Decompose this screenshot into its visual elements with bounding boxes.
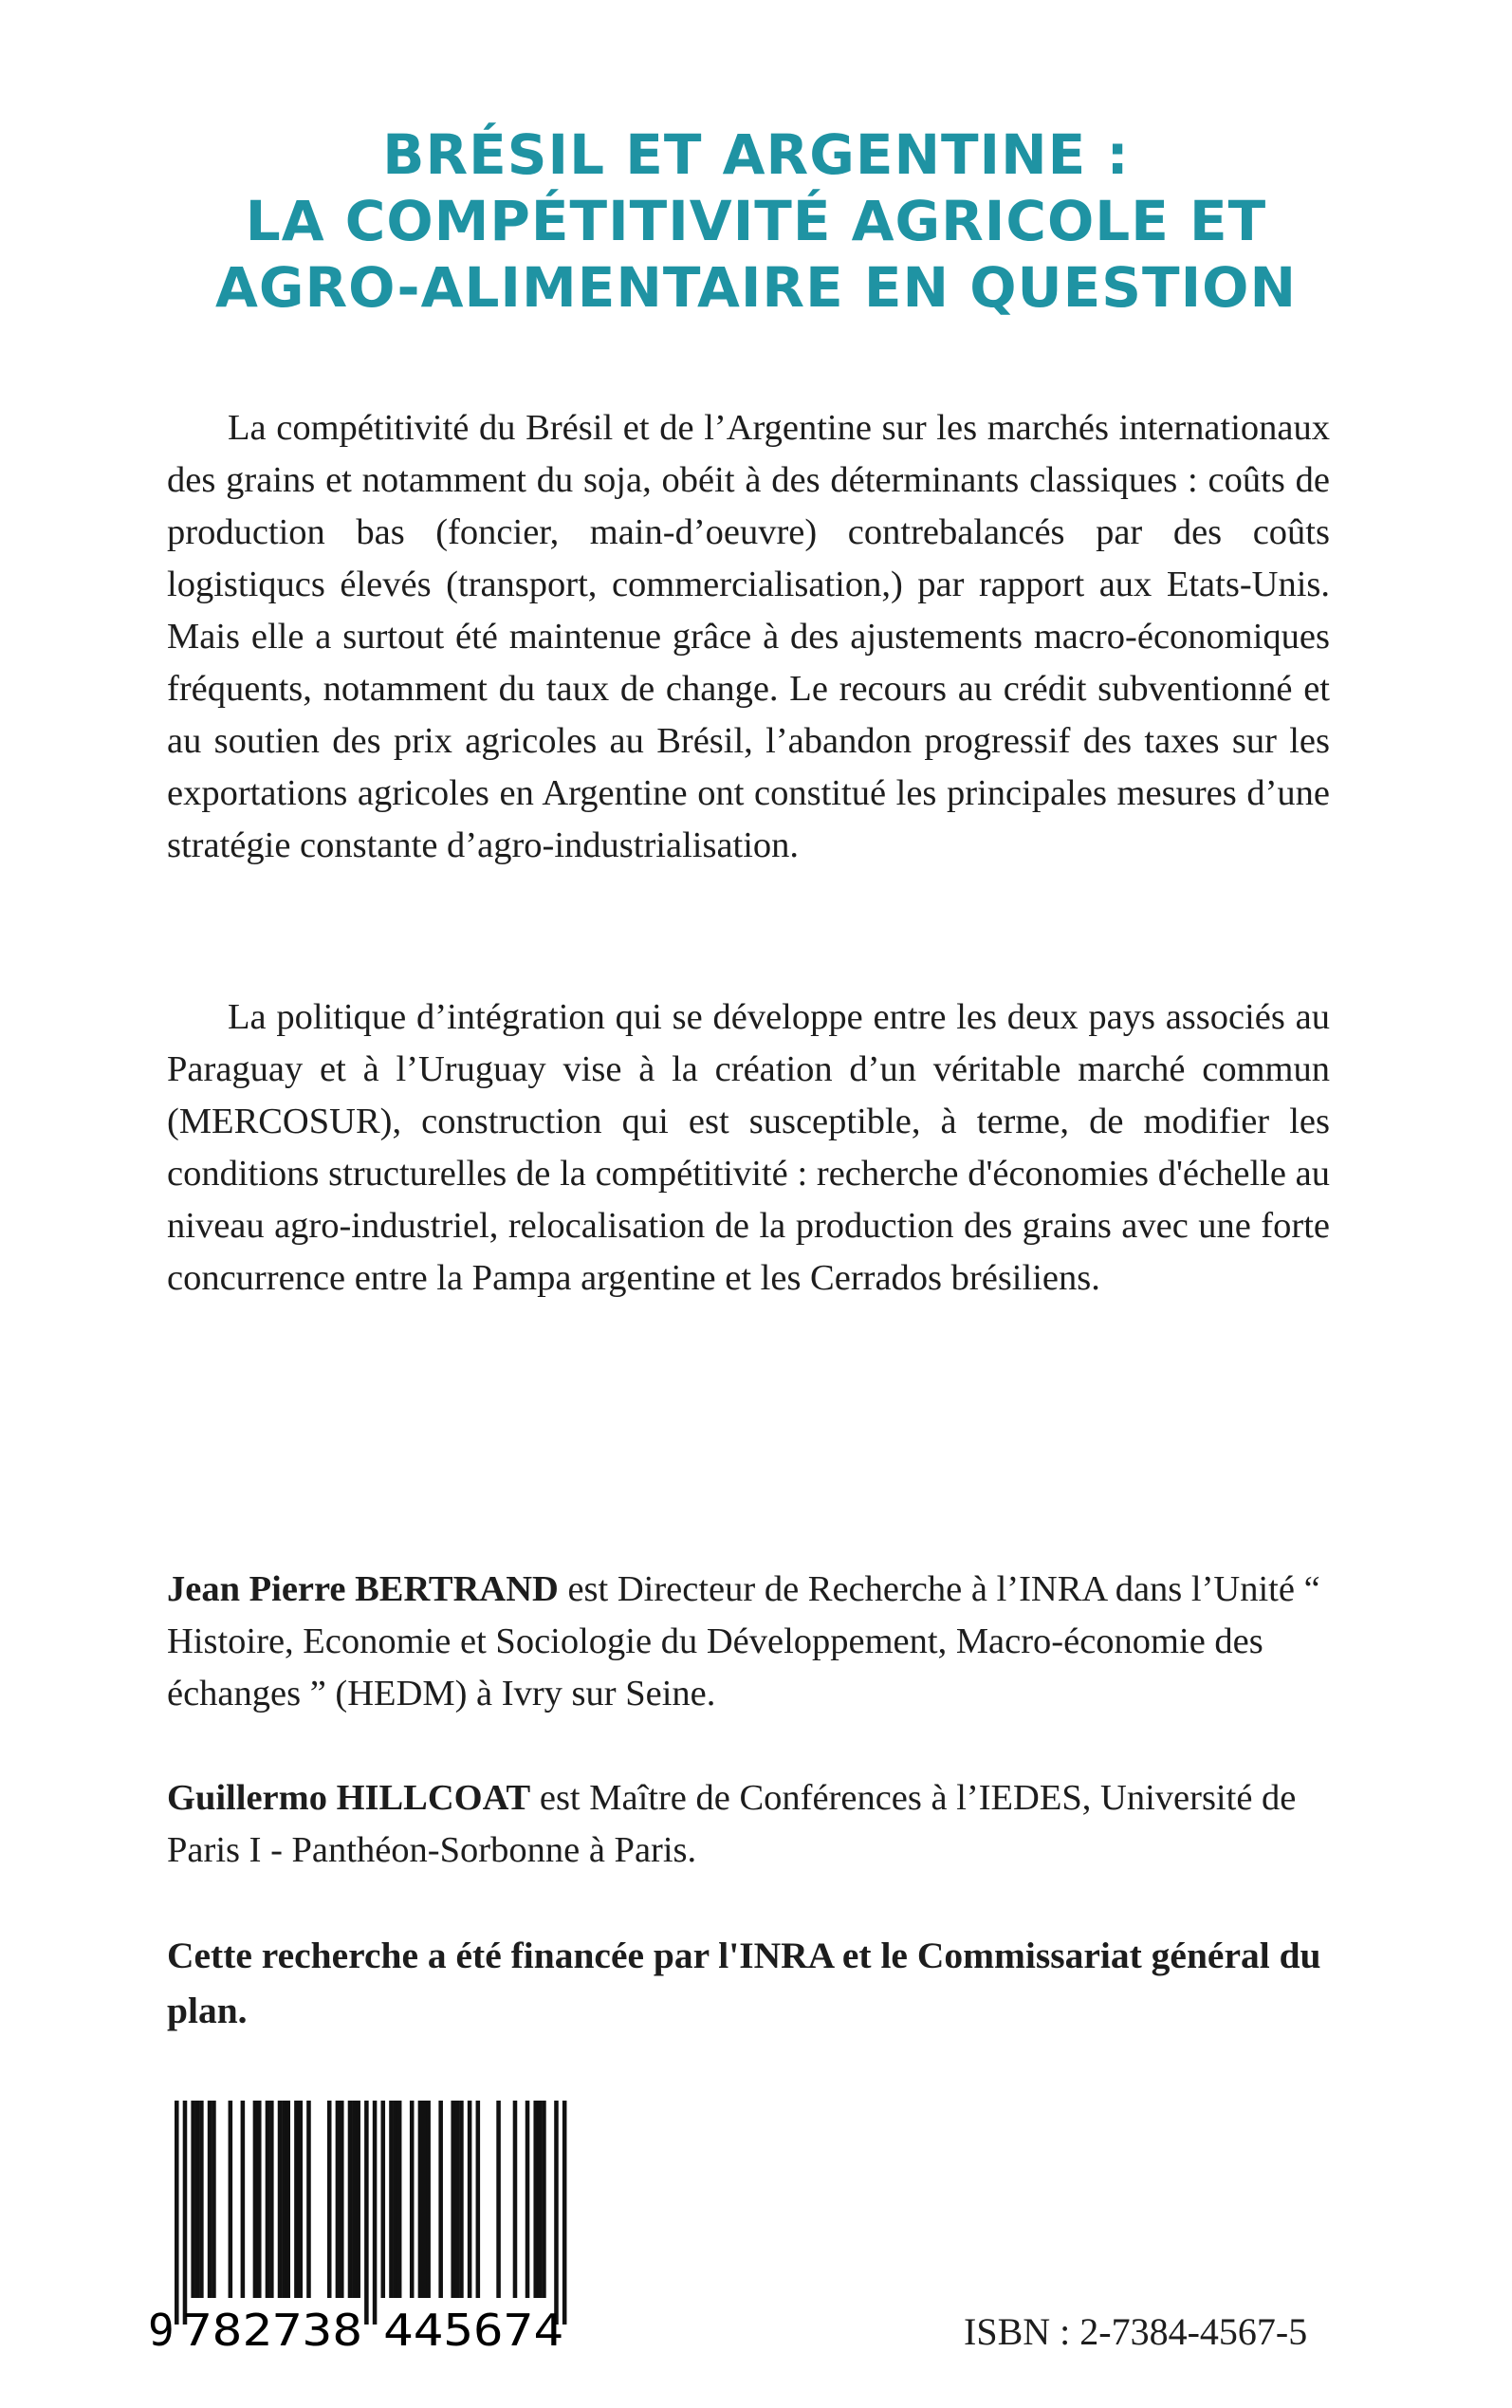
barcode-bar [286, 2101, 290, 2298]
barcode-guard-bar [183, 2101, 188, 2325]
barcode-bar [418, 2101, 423, 2298]
barcode-bar [191, 2101, 195, 2298]
barcode-bar [496, 2101, 501, 2298]
barcode-digits-left: 782738 [182, 2305, 362, 2352]
barcode-bar [459, 2101, 464, 2298]
barcode-bar [538, 2101, 543, 2298]
funding-note: Cette recherche a été financée par l'INRA et le Commissariat général du plan. [167, 1935, 1321, 2031]
barcode-guard-bar [562, 2101, 567, 2325]
author-bio-1 [167, 1564, 1330, 1720]
barcode-bar [468, 2101, 472, 2298]
barcode-bar [306, 2101, 311, 2298]
barcode-bar [356, 2101, 360, 2298]
isbn-barcode [140, 2101, 591, 2352]
author-description: est Maître de Conférences à l’IEDES, Université de Paris I - Panthéon-Sorbonne à Paris. [167, 1778, 1297, 1870]
barcode-bar [389, 2101, 394, 2298]
barcode-guard-bar [554, 2101, 559, 2325]
isbn-number: ISBN : 2-7384-4567-5 [964, 2310, 1308, 2353]
summary-paragraph-1: La compétitivité du Brésil et de l’Argentine sur les marchés internationaux des grains et notamment du soja, obéit à des déterminants classiques : coûts de production bas (foncier, main-d’oeuvre) contrebalancés par des coûts logistiqucs élevés (transport, commercialisation,) par rapport aux Etats-Unis. Mais elle a surtout été maintenue grâce à des ajustements macro-économiques fréquents, notamment du taux de change. Le recours au crédit subventionné et au soutien des prix agricoles au Brésil, l’abandon progressif des taxes sur les exportations agricoles en Argentine ont constitué les principales mesures d’une stratégie constante d’agro-industrialisation. [167, 408, 1330, 865]
barcode-bar [340, 2101, 344, 2298]
barcode-bar [299, 2101, 304, 2298]
barcode-bar [212, 2101, 216, 2298]
book-title [0, 121, 1512, 321]
barcode-bar [229, 2101, 233, 2298]
barcode-bar [282, 2101, 286, 2298]
barcode-bar [381, 2101, 386, 2298]
barcode-bar [533, 2101, 538, 2298]
barcode-bar [426, 2101, 431, 2298]
barcode-digits-right: 445674 [383, 2305, 563, 2352]
barcode-bar [327, 2101, 332, 2298]
title-line-3: AGRO-ALIMENTAIRE EN QUESTION [214, 255, 1298, 320]
barcode-bar [253, 2101, 258, 2298]
barcode-bar [266, 2101, 270, 2298]
author-description: est Directeur de Recherche à l’INRA dans l’Unité “ Histoire, Economie et Sociologie du Développement, Macro-économie des échanges ” (HEDM) à Ivry sur Seine. [167, 1569, 1320, 1713]
barcode-guard-bar [373, 2101, 378, 2325]
barcode-bar [410, 2101, 415, 2298]
barcode-bar [208, 2101, 212, 2298]
barcode-bar [241, 2101, 246, 2298]
barcode-guard-bar [364, 2101, 369, 2325]
author-bio-2 [167, 1772, 1330, 1877]
barcode-bar [476, 2101, 481, 2298]
barcode-bar [269, 2101, 274, 2298]
barcode-bar [352, 2101, 357, 2298]
barcode-bar [513, 2101, 518, 2298]
barcode-bars [175, 2101, 566, 2325]
barcode-bar [526, 2101, 530, 2298]
barcode-bar [257, 2101, 262, 2298]
barcode-bar [294, 2101, 299, 2298]
barcode-bar [455, 2101, 460, 2298]
barcode-guard-bar [175, 2101, 179, 2325]
barcode-bar [336, 2101, 341, 2298]
barcode-bar [348, 2101, 353, 2298]
barcode-bar [199, 2101, 204, 2298]
summary-paragraph-2: La politique d’intégration qui se développe entre les deux pays associés au Paraguay et à l’Uruguay vise à la création d’un véritable marché commun (MERCOSUR), construction qui est susceptible, à terme, de modifier les conditions structurelles de la compétitivité : recherche d'économies d'échelle au niveau agro-industriel, relocalisation de la production des grains avec une forte concurrence entre la Pampa argentine et les Cerrados brésiliens. [167, 997, 1330, 1298]
barcode-bar [397, 2101, 402, 2298]
barcode-digit-first: 9 [148, 2305, 175, 2352]
barcode-bar [438, 2101, 443, 2298]
barcode-bar [451, 2101, 455, 2298]
barcode-bar [278, 2101, 283, 2298]
title-line-2: LA COMPÉTITIVITÉ AGRICOLE ET [245, 189, 1267, 253]
barcode-bar [422, 2101, 427, 2298]
title-line-1: BRÉSIL ET ARGENTINE : [382, 122, 1130, 187]
barcode-bar [394, 2101, 398, 2298]
barcode-bar [195, 2101, 200, 2298]
barcode-bar [542, 2101, 546, 2298]
author-name: Guillermo HILLCOAT [167, 1778, 531, 1818]
author-name: Jean Pierre BERTRAND [167, 1569, 559, 1609]
